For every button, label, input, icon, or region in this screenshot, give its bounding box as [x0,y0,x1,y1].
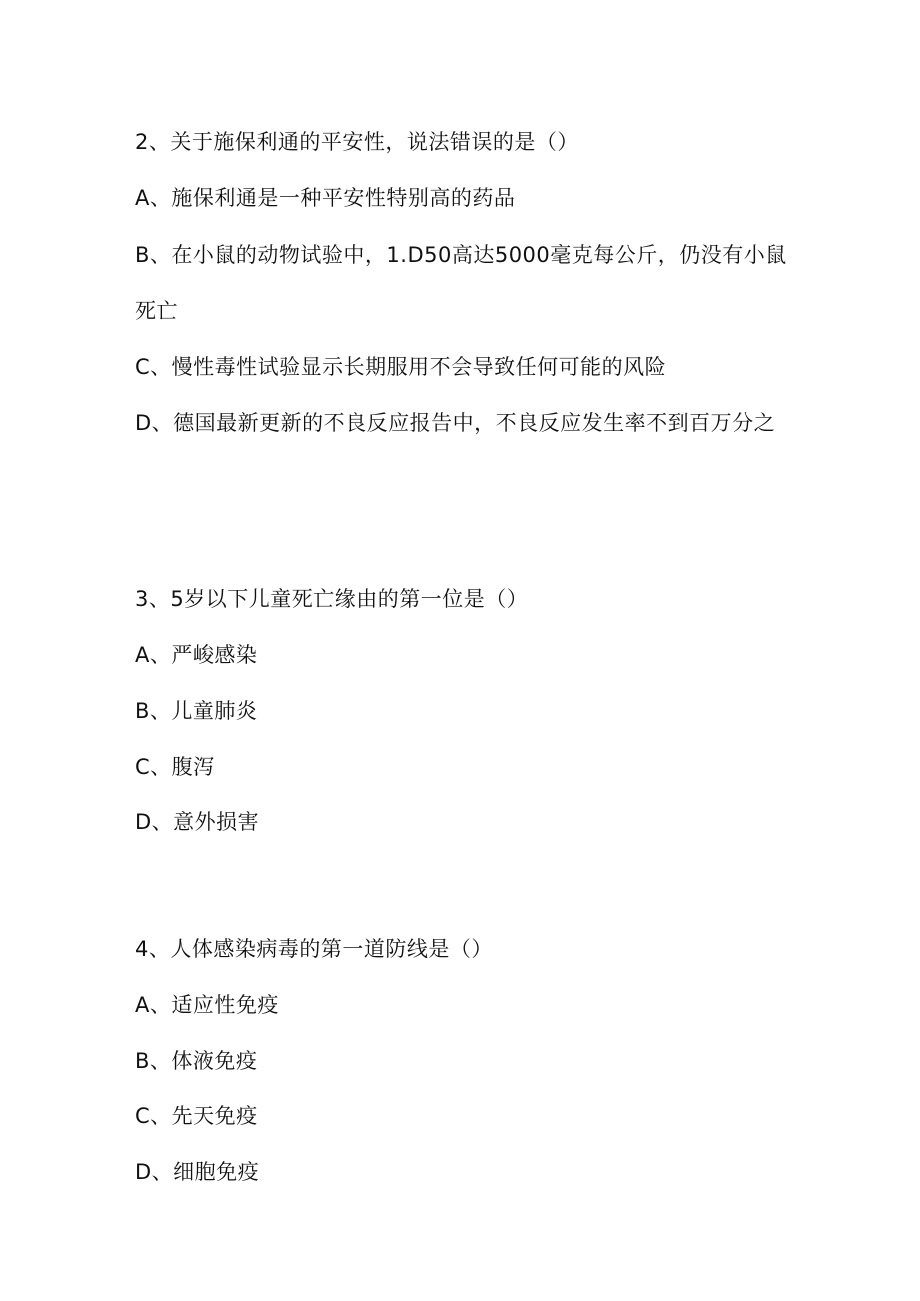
question-4-option-b: B、体液免疫 [135,1049,258,1073]
question-2-stem: 2、关于施保利通的平安性，说法错误的是（） [135,130,579,154]
question-4-option-d: D、细胞免疫 [135,1160,260,1184]
question-3-stem: 3、5岁以下儿童死亡缘由的第一位是（） [135,587,529,611]
question-4-option-c: C、先天免疫 [135,1104,258,1128]
question-4-option-a: A、适应性免疫 [135,993,279,1017]
question-2-option-b-continued: 死亡 [135,299,178,323]
question-2-option-c: C、慢性毒性试验显示长期服用不会导致任何可能的风险 [135,355,667,379]
question-3-option-d: D、意外损害 [135,810,260,834]
question-3-option-c: C、腹泻 [135,755,215,779]
question-3-option-a: A、严峻感染 [135,643,258,667]
question-3-option-b: B、儿童肺炎 [135,699,258,723]
question-2-option-d: D、德国最新更新的不良反应报告中，不良反应发生率不到百万分之 [135,411,776,435]
question-2-option-a: A、施保利通是一种平安性特别高的药品 [135,186,516,210]
question-4-stem: 4、人体感染病毒的第一道防线是（） [135,937,493,961]
question-2-option-b: B、在小鼠的动物试验中，1.D50高达5000毫克每公斤，仍没有小鼠 [135,243,787,267]
